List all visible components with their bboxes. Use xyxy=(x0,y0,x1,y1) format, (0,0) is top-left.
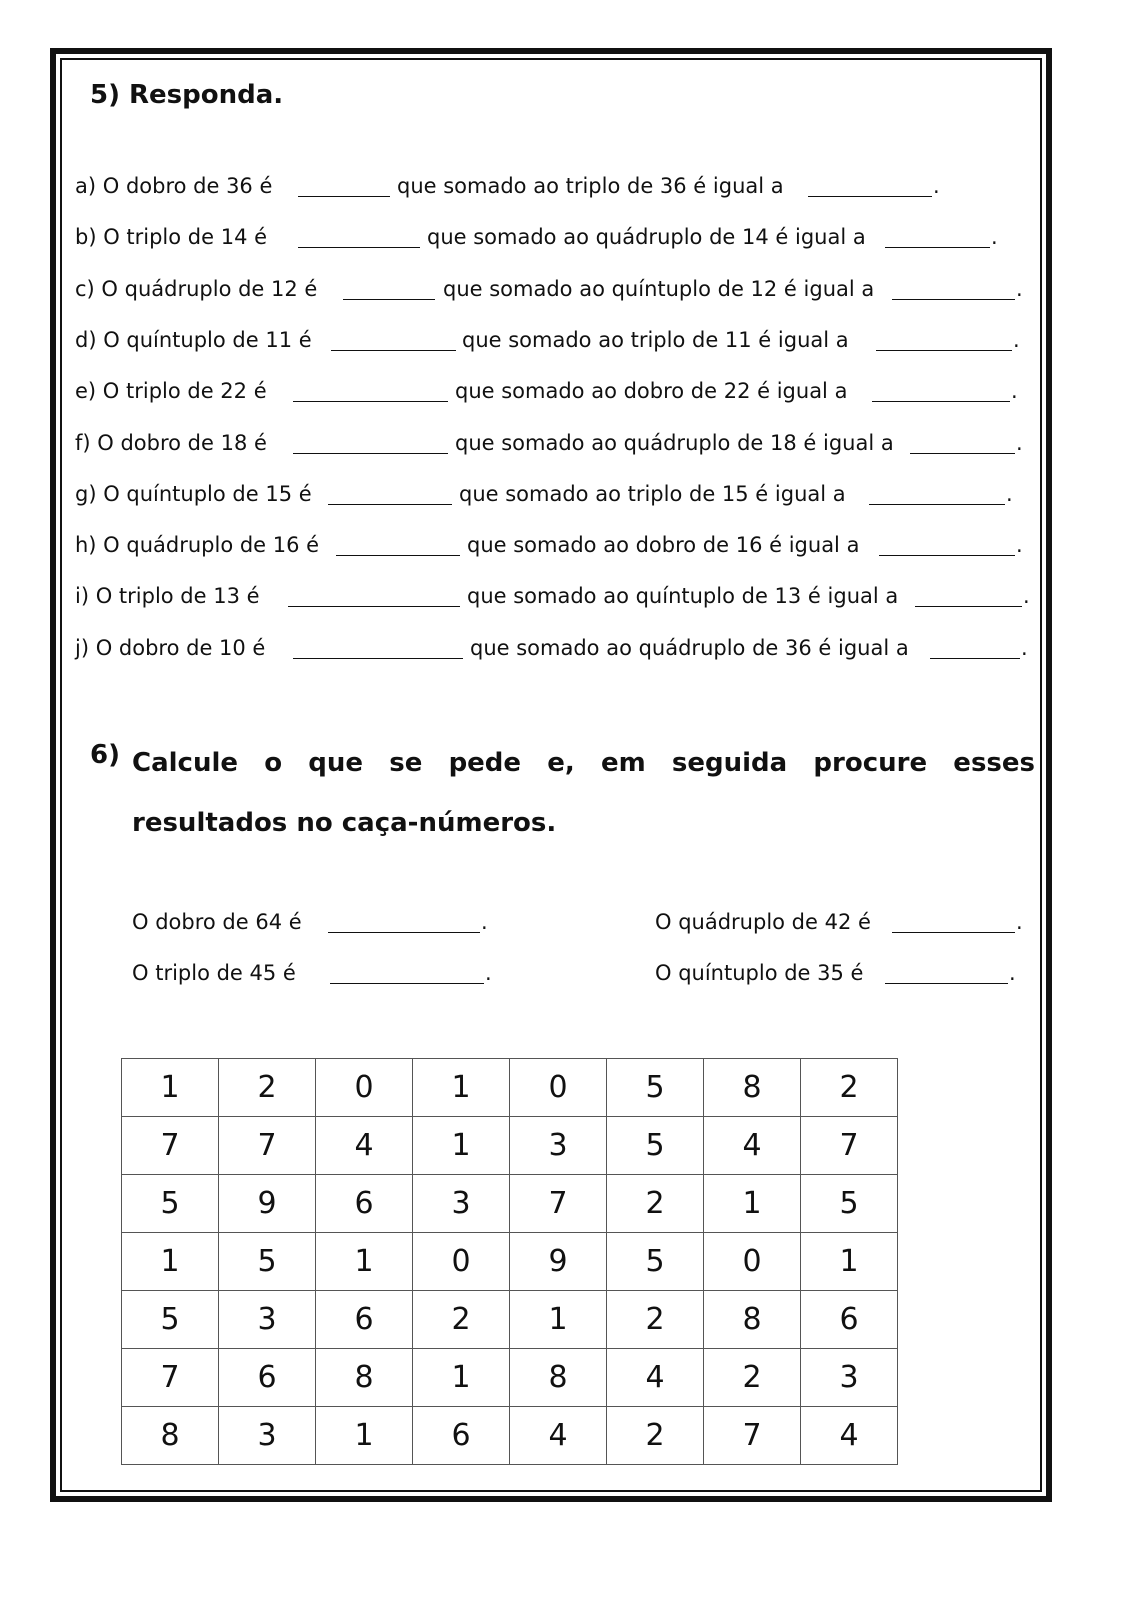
grid-row xyxy=(122,1175,898,1233)
grid-cell[interactable]: 2 xyxy=(801,1059,898,1117)
grid-cell[interactable]: 2 xyxy=(607,1407,704,1465)
answer-blank[interactable] xyxy=(879,555,1015,556)
grid-cell[interactable]: 6 xyxy=(413,1407,510,1465)
grid-cell[interactable]: 2 xyxy=(607,1291,704,1349)
grid-cell[interactable]: 4 xyxy=(607,1349,704,1407)
grid-cell[interactable]: 1 xyxy=(704,1175,801,1233)
item-prefix: e) O triplo de 22 é xyxy=(75,379,267,404)
answer-blank[interactable] xyxy=(876,350,1012,351)
item-prefix: O triplo de 45 é xyxy=(132,961,296,985)
grid-row xyxy=(122,1349,898,1407)
item-middle: que somado ao quádruplo de 14 é igual a xyxy=(427,225,866,250)
item-prefix: b) O triplo de 14 é xyxy=(75,225,268,250)
grid-row xyxy=(122,1291,898,1349)
grid-cell[interactable]: 8 xyxy=(704,1291,801,1349)
section-5-title: 5) Responda. xyxy=(90,80,284,110)
grid-cell[interactable]: 5 xyxy=(607,1059,704,1117)
item-end: . xyxy=(1009,961,1016,985)
grid-cell[interactable]: 8 xyxy=(122,1407,219,1465)
grid-cell[interactable]: 7 xyxy=(219,1117,316,1175)
grid-cell[interactable]: 6 xyxy=(316,1175,413,1233)
grid-cell[interactable]: 4 xyxy=(704,1117,801,1175)
grid-cell[interactable]: 3 xyxy=(413,1175,510,1233)
grid-cell[interactable]: 3 xyxy=(219,1407,316,1465)
answer-blank[interactable] xyxy=(930,658,1020,659)
item-prefix: O quádruplo de 42 é xyxy=(655,910,871,934)
item-end: . xyxy=(1006,481,1013,506)
item-middle: que somado ao quádruplo de 18 é igual a xyxy=(455,430,894,455)
item-prefix: O dobro de 64 é xyxy=(132,910,302,934)
item-end: . xyxy=(1023,584,1030,609)
item-prefix: f) O dobro de 18 é xyxy=(75,430,267,455)
answer-blank[interactable] xyxy=(343,299,435,300)
grid-cell[interactable]: 5 xyxy=(219,1233,316,1291)
answer-blank[interactable] xyxy=(910,453,1015,454)
grid-row xyxy=(122,1233,898,1291)
grid-cell[interactable]: 2 xyxy=(704,1349,801,1407)
item-prefix: g) O quíntuplo de 15 é xyxy=(75,481,312,506)
grid-cell[interactable]: 4 xyxy=(801,1407,898,1465)
answer-blank[interactable] xyxy=(892,932,1015,933)
grid-cell[interactable]: 1 xyxy=(801,1233,898,1291)
item-middle: que somado ao quíntuplo de 13 é igual a xyxy=(467,584,899,609)
grid-cell[interactable]: 5 xyxy=(607,1233,704,1291)
grid-cell[interactable]: 4 xyxy=(316,1117,413,1175)
answer-blank[interactable] xyxy=(288,606,460,607)
grid-cell[interactable]: 4 xyxy=(510,1407,607,1465)
answer-blank[interactable] xyxy=(328,932,480,933)
answer-blank[interactable] xyxy=(330,983,484,984)
item-end: . xyxy=(485,961,492,985)
grid-cell[interactable]: 5 xyxy=(801,1175,898,1233)
item-end: . xyxy=(1011,379,1018,404)
grid-cell[interactable]: 9 xyxy=(510,1233,607,1291)
grid-row xyxy=(122,1407,898,1465)
grid-cell[interactable]: 1 xyxy=(413,1349,510,1407)
grid-cell[interactable]: 0 xyxy=(316,1059,413,1117)
grid-cell[interactable]: 0 xyxy=(510,1059,607,1117)
grid-cell[interactable]: 7 xyxy=(122,1349,219,1407)
grid-cell[interactable]: 7 xyxy=(704,1407,801,1465)
item-prefix: d) O quíntuplo de 11 é xyxy=(75,327,312,352)
item-middle: que somado ao quádruplo de 36 é igual a xyxy=(470,635,909,660)
grid-row xyxy=(122,1117,898,1175)
grid-cell[interactable]: 6 xyxy=(801,1291,898,1349)
grid-cell[interactable]: 2 xyxy=(413,1291,510,1349)
item-middle: que somado ao triplo de 15 é igual a xyxy=(459,481,846,506)
grid-cell[interactable]: 1 xyxy=(122,1059,219,1117)
item-prefix: O quíntuplo de 35 é xyxy=(655,961,864,985)
grid-cell[interactable]: 3 xyxy=(510,1117,607,1175)
answer-blank[interactable] xyxy=(872,401,1010,402)
item-middle: que somado ao triplo de 11 é igual a xyxy=(462,327,849,352)
item-middle: que somado ao quíntuplo de 12 é igual a xyxy=(443,276,875,301)
grid-cell[interactable]: 0 xyxy=(413,1233,510,1291)
answer-blank[interactable] xyxy=(336,555,460,556)
item-prefix: h) O quádruplo de 16 é xyxy=(75,533,320,558)
answer-blank[interactable] xyxy=(885,983,1008,984)
grid-cell[interactable]: 1 xyxy=(413,1117,510,1175)
item-end: . xyxy=(1021,635,1028,660)
answer-blank[interactable] xyxy=(331,350,456,351)
number-search-grid xyxy=(121,1058,898,1465)
grid-cell[interactable]: 7 xyxy=(122,1117,219,1175)
grid-cell[interactable]: 8 xyxy=(316,1349,413,1407)
grid-cell[interactable]: 3 xyxy=(219,1291,316,1349)
item-prefix: a) O dobro de 36 é xyxy=(75,174,273,198)
answer-blank[interactable] xyxy=(915,606,1022,607)
item-end: . xyxy=(991,225,998,250)
item-end: . xyxy=(1013,327,1020,352)
item-end: . xyxy=(1016,276,1023,301)
grid-cell[interactable]: 5 xyxy=(122,1291,219,1349)
grid-cell[interactable]: 1 xyxy=(316,1233,413,1291)
grid-cell[interactable]: 1 xyxy=(510,1291,607,1349)
grid-cell[interactable]: 1 xyxy=(122,1233,219,1291)
grid-cell[interactable]: 1 xyxy=(316,1407,413,1465)
item-end: . xyxy=(1016,910,1023,934)
grid-cell[interactable]: 5 xyxy=(607,1117,704,1175)
item-prefix: i) O triplo de 13 é xyxy=(75,584,260,609)
answer-blank[interactable] xyxy=(808,196,932,197)
answer-blank[interactable] xyxy=(328,504,452,505)
answer-blank[interactable] xyxy=(298,196,390,197)
grid-cell[interactable]: 7 xyxy=(510,1175,607,1233)
item-middle: que somado ao dobro de 22 é igual a xyxy=(455,379,848,404)
grid-row xyxy=(122,1059,898,1117)
grid-cell[interactable]: 2 xyxy=(219,1059,316,1117)
grid-cell[interactable]: 8 xyxy=(704,1059,801,1117)
grid-cell[interactable]: 9 xyxy=(219,1175,316,1233)
grid-cell[interactable]: 6 xyxy=(316,1291,413,1349)
item-middle: que somado ao triplo de 36 é igual a xyxy=(397,174,784,198)
answer-blank[interactable] xyxy=(293,453,448,454)
grid-cell[interactable]: 6 xyxy=(219,1349,316,1407)
grid-cell[interactable]: 7 xyxy=(801,1117,898,1175)
item-end: . xyxy=(933,174,940,198)
grid-cell[interactable]: 3 xyxy=(801,1349,898,1407)
item-prefix: c) O quádruplo de 12 é xyxy=(75,276,318,301)
grid-cell[interactable]: 0 xyxy=(704,1233,801,1291)
answer-blank[interactable] xyxy=(298,247,420,248)
grid-cell[interactable]: 1 xyxy=(413,1059,510,1117)
section-6-instruction: Calcule o que se pede e, em seguida procure esses resultados no caça-números. xyxy=(132,748,1035,838)
grid-cell[interactable]: 2 xyxy=(607,1175,704,1233)
answer-blank[interactable] xyxy=(293,658,463,659)
answer-blank[interactable] xyxy=(869,504,1005,505)
grid-cell[interactable]: 8 xyxy=(510,1349,607,1407)
item-end: . xyxy=(1016,533,1023,558)
item-prefix: j) O dobro de 10 é xyxy=(75,635,266,660)
answer-blank[interactable] xyxy=(885,247,990,248)
grid-cell[interactable]: 5 xyxy=(122,1175,219,1233)
answer-blank[interactable] xyxy=(293,401,448,402)
section-6-number: 6) xyxy=(90,740,120,770)
item-end: . xyxy=(481,910,488,934)
item-middle: que somado ao dobro de 16 é igual a xyxy=(467,533,860,558)
answer-blank[interactable] xyxy=(892,299,1015,300)
item-end: . xyxy=(1016,430,1023,455)
